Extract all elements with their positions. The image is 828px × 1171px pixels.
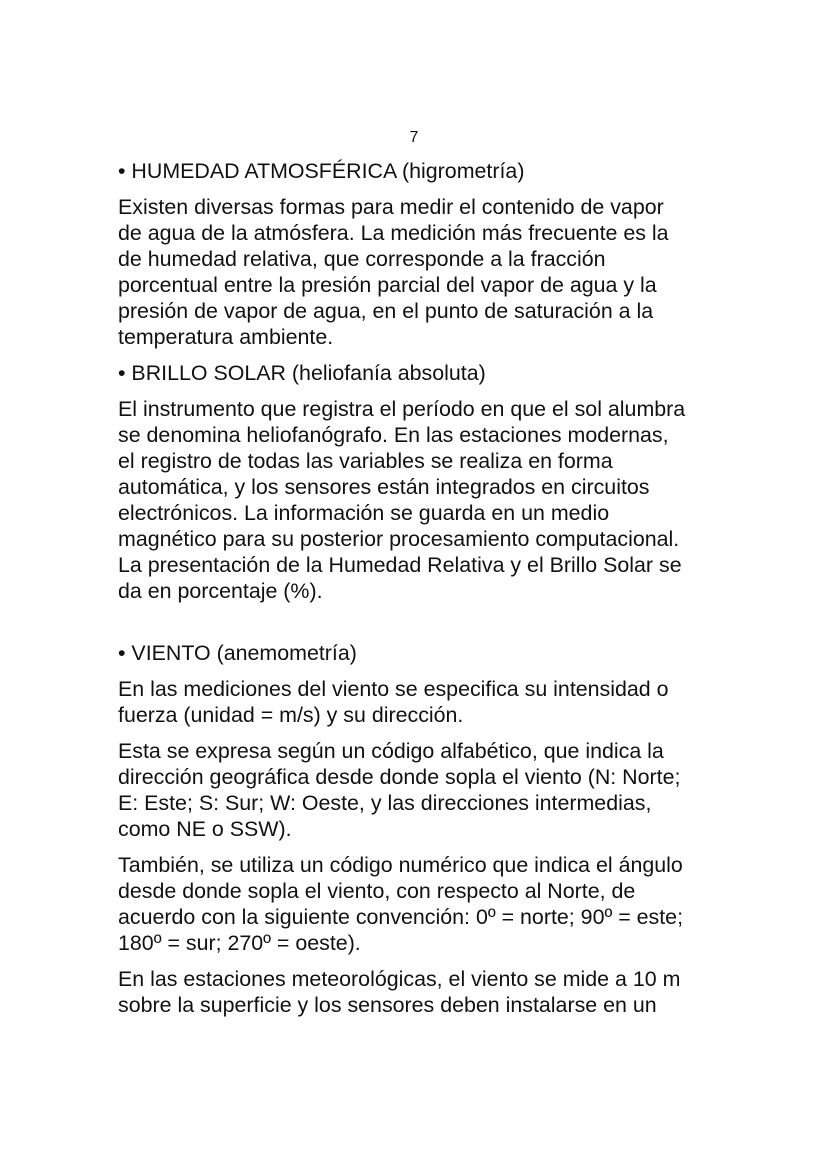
text-line: Existen diversas formas para medir el contenido de vapor <box>118 195 664 219</box>
text-line: magnético para su posterior procesamiento computacional. <box>118 527 680 551</box>
text-line: desde donde sopla el viento, con respecto al Norte, de <box>118 879 636 903</box>
text-line: de agua de la atmósfera. La medición más frecuente es la <box>118 221 669 245</box>
text-line: da en porcentaje (%). <box>118 579 323 603</box>
text-line: como NE o SSW). <box>118 817 292 841</box>
text-line: En las estaciones meteorológicas, el viento se mide a 10 m <box>118 967 681 991</box>
paragraph <box>118 194 718 350</box>
section-viento <box>118 640 718 1018</box>
paragraph <box>118 396 718 604</box>
text-line: E: Este; S: Sur; W: Oeste, y las direcciones intermedias, <box>118 791 652 815</box>
text-line: fuerza (unidad = m/s) y su dirección. <box>118 703 464 727</box>
text-line: se denomina heliofanógrafo. En las estaciones modernas, <box>118 423 669 447</box>
text-line: presión de vapor de agua, en el punto de saturación a la <box>118 299 654 323</box>
text-line: automática, y los sensores están integrados en circuitos <box>118 475 650 499</box>
text-line: sobre la superficie y los sensores deben instalarse en un <box>118 993 657 1017</box>
text-line: El instrumento que registra el período en que el sol alumbra <box>118 397 686 421</box>
paragraph <box>118 852 718 956</box>
paragraph <box>118 738 718 842</box>
page-content <box>118 158 718 1018</box>
paragraph <box>118 966 718 1018</box>
text-line: dirección geográfica desde donde sopla el viento (N: Norte; <box>118 765 681 789</box>
text-line: Esta se expresa según un código alfabético, que indica la <box>118 739 664 763</box>
text-line: temperatura ambiente. <box>118 325 334 349</box>
text-line: acuerdo con la siguiente convención: 0º = norte; 90º = este; <box>118 905 684 929</box>
section-brillo-solar <box>118 360 718 604</box>
text-line: También, se utiliza un código numérico que indica el ángulo <box>118 853 683 877</box>
paragraph <box>118 676 718 728</box>
section-heading: • HUMEDAD ATMOSFÉRICA (higrometría) <box>118 159 525 183</box>
text-line: el registro de todas las variables se realiza en forma <box>118 449 613 473</box>
section-humedad <box>118 158 718 350</box>
text-line: 180º = sur; 270º = oeste). <box>118 931 361 955</box>
text-line: electrónicos. La información se guarda en un medio <box>118 501 610 525</box>
text-line: porcentual entre la presión parcial del vapor de agua y la <box>118 273 657 297</box>
text-line: En las mediciones del viento se especifica su intensidad o <box>118 677 669 701</box>
page-number: 7 <box>409 129 419 146</box>
section-heading: • BRILLO SOLAR (heliofanía absoluta) <box>118 361 486 385</box>
text-line: de humedad relativa, que corresponde a la fracción <box>118 247 606 271</box>
section-heading: • VIENTO (anemometría) <box>118 641 357 665</box>
text-line: La presentación de la Humedad Relativa y el Brillo Solar se <box>118 553 682 577</box>
